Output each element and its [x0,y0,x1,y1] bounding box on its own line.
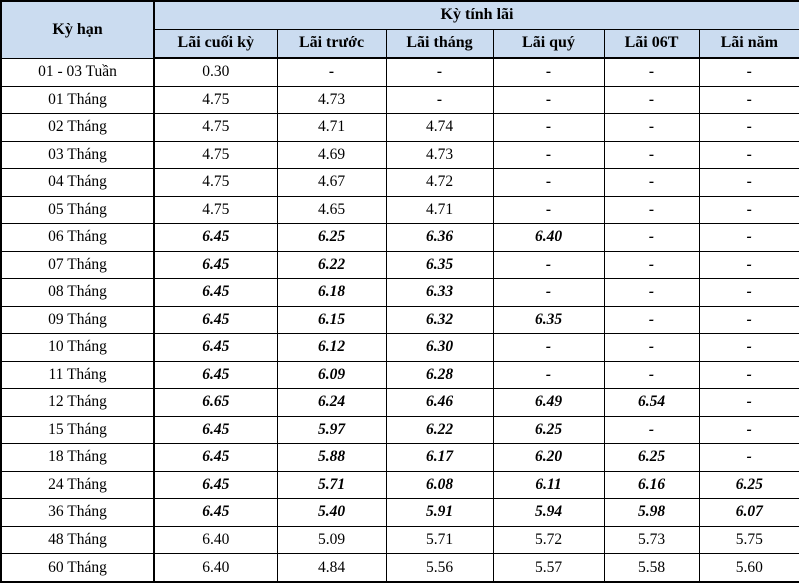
rate-cell: - [604,141,699,169]
rate-cell: - [277,58,386,86]
period-cell: 60 Tháng [1,554,154,582]
header-row-group [1,1,799,29]
period-cell: 12 Tháng [1,389,154,417]
table-row [1,389,799,417]
rate-cell: 6.49 [493,389,604,417]
period-cell: 07 Tháng [1,251,154,279]
rate-cell: 5.98 [604,499,699,527]
rate-cell: 6.30 [386,334,493,362]
column-header-prepaid: Lãi trước [277,29,386,58]
rate-cell: 5.58 [604,554,699,582]
table-row [1,471,799,499]
rate-cell: 4.71 [386,196,493,224]
period-cell: 08 Tháng [1,279,154,307]
column-header-yearly: Lãi năm [699,29,799,58]
rate-cell: 6.65 [154,389,277,417]
rate-cell: - [604,224,699,252]
rate-cell: - [493,114,604,142]
rate-cell: 6.36 [386,224,493,252]
column-header-end-of-term: Lãi cuối kỳ [154,29,277,58]
table-row [1,251,799,279]
rate-cell: 6.45 [154,499,277,527]
rate-cell: - [699,141,799,169]
rate-cell: 4.67 [277,169,386,197]
rate-cell: - [699,251,799,279]
rate-cell: 6.32 [386,306,493,334]
rate-cell: - [604,86,699,114]
table-row [1,86,799,114]
rate-cell: 4.74 [386,114,493,142]
rate-cell: 5.40 [277,499,386,527]
period-cell: 03 Tháng [1,141,154,169]
rate-cell: - [493,58,604,86]
rate-cell: 6.40 [154,526,277,554]
rate-cell: - [493,251,604,279]
rate-cell: 6.45 [154,361,277,389]
rate-cell: - [699,279,799,307]
rate-cell: 5.91 [386,499,493,527]
rate-cell: 6.20 [493,444,604,472]
rate-cell: 5.88 [277,444,386,472]
rate-cell: 6.09 [277,361,386,389]
rate-cell: 5.57 [493,554,604,582]
period-column-header: Kỳ hạn [1,1,154,58]
rate-cell: 4.75 [154,169,277,197]
rate-cell: - [604,361,699,389]
rate-cell: 4.65 [277,196,386,224]
rate-cell: 4.72 [386,169,493,197]
period-cell: 24 Tháng [1,471,154,499]
rate-cell: - [493,334,604,362]
rate-cell: 6.28 [386,361,493,389]
rate-cell: - [699,196,799,224]
rate-cell: - [699,334,799,362]
rate-cell: 5.09 [277,526,386,554]
rate-cell: 6.16 [604,471,699,499]
period-cell: 36 Tháng [1,499,154,527]
rate-cell: 6.17 [386,444,493,472]
rate-cell: 5.60 [699,554,799,582]
rate-cell: - [699,169,799,197]
rate-cell: - [493,169,604,197]
rate-cell: 4.73 [277,86,386,114]
table-row [1,169,799,197]
rate-cell: 6.45 [154,471,277,499]
table-row [1,334,799,362]
rate-cell: - [604,334,699,362]
rate-cell: 5.72 [493,526,604,554]
rate-table-body [1,58,799,582]
rate-cell: 5.56 [386,554,493,582]
rate-cell: 4.71 [277,114,386,142]
period-cell: 10 Tháng [1,334,154,362]
rate-cell: - [699,361,799,389]
rate-cell: 6.24 [277,389,386,417]
rate-cell: 4.75 [154,141,277,169]
rate-cell: 0.30 [154,58,277,86]
rate-cell: - [699,416,799,444]
rate-cell: 6.45 [154,279,277,307]
rate-cell: 6.45 [154,306,277,334]
rate-cell: 6.22 [277,251,386,279]
rate-cell: 6.25 [699,471,799,499]
rate-cell: - [604,279,699,307]
rate-cell: 6.45 [154,334,277,362]
rate-cell: - [386,86,493,114]
table-row [1,526,799,554]
table-row [1,444,799,472]
column-header-quarterly: Lãi quý [493,29,604,58]
rate-cell: 6.54 [604,389,699,417]
column-header-monthly: Lãi tháng [386,29,493,58]
rate-cell: - [699,224,799,252]
table-row [1,279,799,307]
period-cell: 01 - 03 Tuần [1,58,154,86]
rate-cell: 6.07 [699,499,799,527]
period-cell: 02 Tháng [1,114,154,142]
rate-cell: 6.11 [493,471,604,499]
rate-cell: 6.12 [277,334,386,362]
rate-cell: 6.08 [386,471,493,499]
period-cell: 01 Tháng [1,86,154,114]
table-header [1,1,799,58]
rate-cell: 4.75 [154,86,277,114]
rate-cell: 6.33 [386,279,493,307]
rate-cell: 5.75 [699,526,799,554]
rate-cell: 5.94 [493,499,604,527]
rate-cell: 6.35 [386,251,493,279]
table-row [1,554,799,582]
period-cell: 18 Tháng [1,444,154,472]
rate-cell: - [699,86,799,114]
rate-cell: 4.84 [277,554,386,582]
rate-cell: - [699,114,799,142]
rate-cell: - [699,58,799,86]
table-row [1,499,799,527]
rate-cell: 4.75 [154,196,277,224]
table-row [1,58,799,86]
rate-cell: - [386,58,493,86]
rate-cell: 5.71 [277,471,386,499]
rate-cell: 6.40 [154,554,277,582]
rate-cell: 6.45 [154,444,277,472]
rate-cell: - [699,306,799,334]
period-cell: 05 Tháng [1,196,154,224]
period-cell: 11 Tháng [1,361,154,389]
table-row [1,416,799,444]
rate-cell: - [493,196,604,224]
rate-cell: - [699,444,799,472]
period-cell: 48 Tháng [1,526,154,554]
rate-cell: 6.25 [277,224,386,252]
rate-cell: - [493,141,604,169]
period-cell: 15 Tháng [1,416,154,444]
rate-cell: 6.45 [154,251,277,279]
period-cell: 09 Tháng [1,306,154,334]
rate-cell: - [699,389,799,417]
rate-cell: 6.45 [154,224,277,252]
rate-cell: - [493,86,604,114]
rate-cell: 6.46 [386,389,493,417]
rate-cell: - [604,114,699,142]
rate-cell: - [604,251,699,279]
table-row [1,224,799,252]
table-row [1,114,799,142]
rate-cell: 6.25 [604,444,699,472]
rate-cell: - [604,58,699,86]
rate-cell: - [493,361,604,389]
rate-cell: 6.25 [493,416,604,444]
rate-cell: 5.71 [386,526,493,554]
period-cell: 04 Tháng [1,169,154,197]
rate-cell: 6.45 [154,416,277,444]
rate-cell: 6.40 [493,224,604,252]
table-row [1,361,799,389]
rate-cell: - [604,306,699,334]
rate-cell: - [604,416,699,444]
table-row [1,141,799,169]
table-row [1,306,799,334]
interest-type-group-header: Kỳ tính lãi [154,1,799,29]
table-row [1,196,799,224]
period-cell: 06 Tháng [1,224,154,252]
rate-cell: 4.73 [386,141,493,169]
rate-cell: 4.69 [277,141,386,169]
rate-cell: 6.15 [277,306,386,334]
rate-cell: - [604,196,699,224]
rate-cell: 4.75 [154,114,277,142]
rate-cell: 6.35 [493,306,604,334]
rate-cell: 6.22 [386,416,493,444]
column-header-6months: Lãi 06T [604,29,699,58]
rate-cell: - [604,169,699,197]
rate-cell: - [493,279,604,307]
rate-cell: 5.73 [604,526,699,554]
rate-cell: 5.97 [277,416,386,444]
rate-cell: 6.18 [277,279,386,307]
